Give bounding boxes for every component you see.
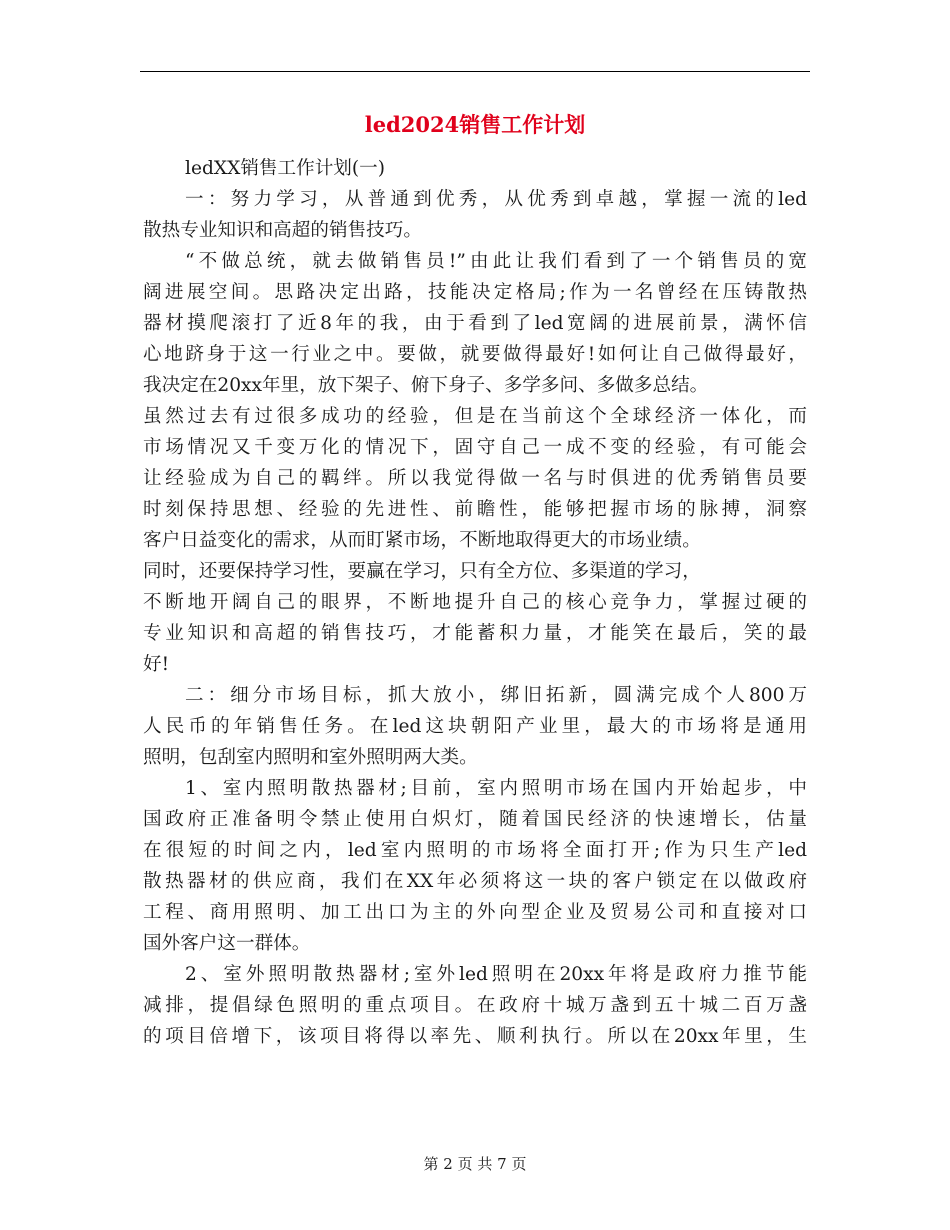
text-line: 人民币的年销售任务。在led这块朝阳产业里，最大的市场将是通用 (143, 716, 807, 737)
document-title: led2024销售工作计划 (364, 112, 586, 137)
document-subtitle: ledXX销售工作计划(一) (185, 158, 385, 179)
text-line: 的项目倍增下，该项目将得以率先、顺利执行。所以在20xx年里，生 (143, 1026, 807, 1047)
text-line: 同时，还要保持学习性，要赢在学习，只有全方位、多渠道的学习， (143, 561, 701, 582)
text-line: 时刻保持思想、经验的先进性、前瞻性，能够把握市场的脉搏，洞察 (143, 499, 807, 520)
text-line: “不做总统，就去做销售员!”由此让我们看到了一个销售员的宽 (185, 251, 807, 272)
text-line: 客户日益变化的需求，从而盯紧市场，不断地取得更大的市场业绩。 (143, 530, 701, 551)
text-line: 减排，提倡绿色照明的重点项目。在政府十城万盏到五十城二百万盏 (143, 995, 807, 1016)
text-line: 阔进展空间。思路决定出路，技能决定格局;作为一名曾经在压铸散热 (143, 282, 807, 303)
text-line: 器材摸爬滚打了近8年的我，由于看到了led宽阔的进展前景，满怀信 (143, 313, 807, 334)
paragraph-1 (143, 246, 807, 680)
text-line: 散热器材的供应商，我们在XX年必须将这一块的客户锁定在以做政府 (143, 871, 807, 892)
text-line: 在很短的时间之内，led室内照明的市场将全面打开;作为只生产led (143, 840, 807, 861)
text-line: 照明，包刮室内照明和室外照明两大类。 (143, 747, 478, 768)
document-body (143, 153, 807, 1052)
page-number-footer: 第 2 页 共 7 页 (423, 1155, 527, 1173)
text-line: 市场情况又千变万化的情况下，固守自己一成不变的经验，有可能会 (143, 437, 807, 458)
text-line: 国政府正准备明令禁止使用白炽灯，随着国民经济的快速增长，估量 (143, 809, 807, 830)
text-line: 工程、商用照明、加工出口为主的外向型企业及贸易公司和直接对口 (143, 902, 807, 923)
list-item-1 (143, 773, 807, 959)
text-line: 虽然过去有过很多成功的经验，但是在当前这个全球经济一体化，而 (143, 406, 807, 427)
text-line: 散热专业知识和高超的销售技巧。 (143, 220, 422, 241)
text-line: 一：努力学习，从普通到优秀，从优秀到卓越，掌握一流的led (185, 189, 807, 210)
list-item-2 (143, 959, 807, 1052)
section-1-heading (143, 184, 807, 246)
text-line: 2、室外照明散热器材;室外led照明在20xx年将是政府力推节能 (185, 964, 807, 985)
text-line: 我决定在20xx年里，放下架子、俯下身子、多学多问、多做多总结。 (143, 375, 709, 396)
text-line: 二：细分市场目标，抓大放小，绑旧拓新，圆满完成个人800万 (185, 685, 807, 706)
text-line: 好! (143, 654, 170, 675)
text-line: 国外客户这一群体。 (143, 933, 311, 954)
text-line: 专业知识和高超的销售技巧，才能蓄积力量，才能笑在最后，笑的最 (143, 623, 807, 644)
text-line: 1、室内照明散热器材;目前，室内照明市场在国内开始起步，中 (185, 778, 807, 799)
header-rule (140, 71, 810, 72)
section-2-heading (143, 680, 807, 773)
text-line: 不断地开阔自己的眼界，不断地提升自己的核心竞争力，掌握过硬的 (143, 592, 807, 613)
text-line: 心地跻身于这一行业之中。要做，就要做得最好!如何让自己做得最好， (143, 344, 807, 365)
text-line: 让经验成为自己的羁绊。所以我觉得做一名与时俱进的优秀销售员要 (143, 468, 807, 489)
